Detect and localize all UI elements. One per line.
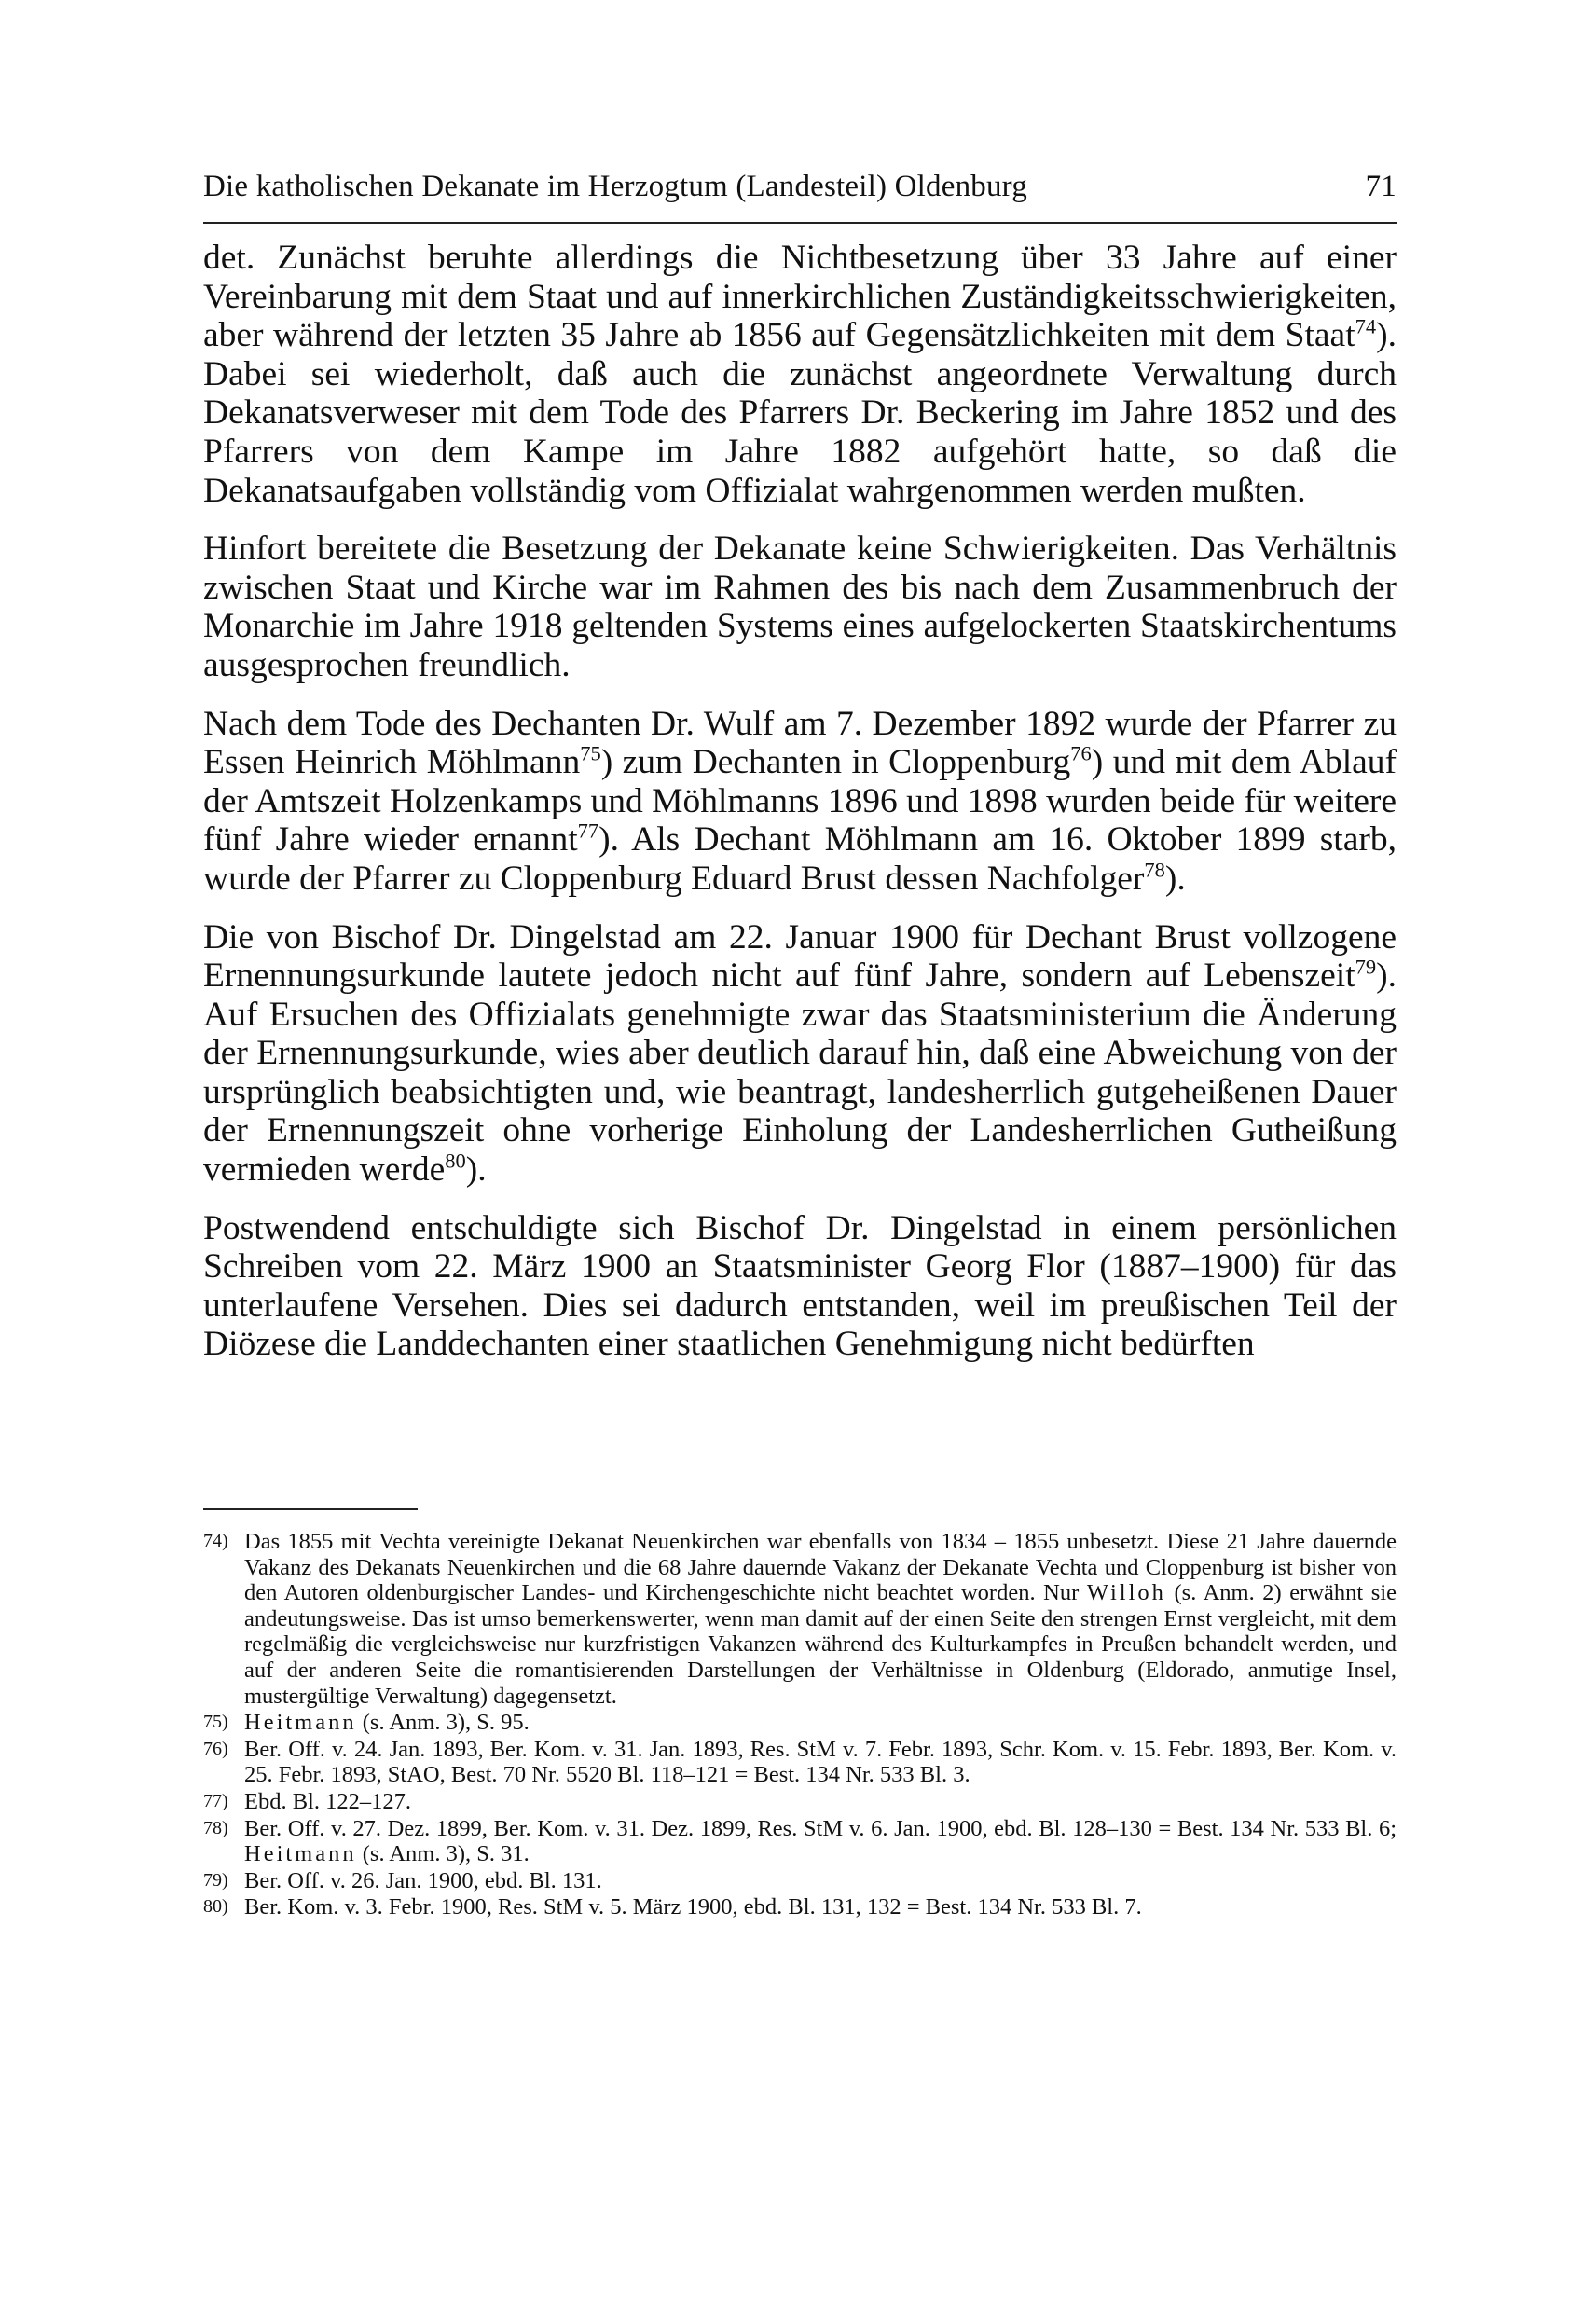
footnote-ref-75: 75 bbox=[580, 741, 601, 765]
text-run: (s. Anm. 3), S. 95. bbox=[356, 1710, 530, 1736]
footnote-number: 76) bbox=[203, 1738, 228, 1759]
text-run: det. Zunächst beruhte allerdings die Nichtbesetzung über 33 Jahre auf einer Vereinbarung mit dem Staat und auf innerkirchlichen Zuständigkeitsschwierigkeiten, aber während der letzten 35 Jahre ab 1856 auf Gegensätzlichkeiten mit dem Staat bbox=[203, 239, 1396, 355]
footnote-ref-76: 76 bbox=[1070, 741, 1092, 765]
footnote-text bbox=[244, 1710, 1396, 1736]
footnote-text: Ebd. Bl. 122–127. bbox=[244, 1788, 411, 1814]
footnote-75 bbox=[203, 1710, 1396, 1736]
body-text bbox=[203, 239, 1396, 1383]
page-number: 71 bbox=[1365, 170, 1396, 203]
footnote-number: 77) bbox=[203, 1790, 228, 1811]
footnote-ref-77: 77 bbox=[577, 819, 599, 843]
footnote-text: Ber. Off. v. 26. Jan. 1900, ebd. Bl. 131. bbox=[244, 1867, 602, 1893]
footnote-ref-80: 80 bbox=[445, 1149, 466, 1173]
author-name: Willoh bbox=[1086, 1580, 1166, 1606]
footnote-ref-74: 74 bbox=[1355, 314, 1377, 338]
header-rule bbox=[203, 222, 1396, 224]
text-run: Das 1855 mit Vechta vereinigte Dekanat Neuenkirchen war ebenfalls von 1834 – 1855 unbesetzt. Diese 21 Jahre dauernde Vakanz des Dekanats Neuenkirchen und die 68 Jahre dauernde Vakanz der Dekanate Vechta und Cloppenburg ist bisher von den Autoren oldenburgischer Landes- und Kirchengeschichte nicht beachtet worden. Nur bbox=[244, 1529, 1396, 1606]
footnote-text: Ber. Kom. v. 3. Febr. 1900, Res. StM v. 5. März 1900, ebd. Bl. 131, 132 = Best. 134 Nr. 533 Bl. 7. bbox=[244, 1894, 1142, 1920]
text-run: ). bbox=[465, 1150, 487, 1190]
footnote-text bbox=[244, 1816, 1396, 1867]
text-run: Nach dem Tode des Dechanten Dr. Wulf am 7. Dezember 1892 wurde der Pfarrer zu Essen Heinrich Möhlmann bbox=[203, 704, 1396, 782]
footnote-78 bbox=[203, 1816, 1396, 1867]
paragraph-4 bbox=[203, 918, 1396, 1190]
footnote-number: 80) bbox=[203, 1896, 228, 1918]
text-run: ). bbox=[1164, 859, 1186, 898]
footnote-79 bbox=[203, 1868, 1396, 1894]
running-head bbox=[203, 170, 1396, 204]
text-run: (s. Anm. 3), S. 31. bbox=[356, 1841, 530, 1867]
paragraph-3 bbox=[203, 705, 1396, 899]
author-name: Heitmann bbox=[244, 1710, 357, 1736]
text-run: (s. Anm. 2) erwähnt sie andeutungsweise. Das ist umso bemerkenswerter, wenn man damit auf der einen Seite den strengen Ernst vergleicht, mit dem regelmäßig die vergleichsweise nur kurzfristigen Vakanzen während des Kulturkampfes in Preußen behandelt werden, und auf der anderen Seite die romantisierenden Darstellungen der Verhältnisse in Oldenburg (Eldorado, anmutige Insel, mustergültige Verwaltung) dagegensetzt. bbox=[244, 1580, 1397, 1709]
text-run: Ber. Off. v. 27. Dez. 1899, Ber. Kom. v. 31. Dez. 1899, Res. StM v. 6. Jan. 1900, ebd. Bl. 128–130 = Best. 134 Nr. 533 Bl. 6; bbox=[244, 1815, 1396, 1841]
footnote-76 bbox=[203, 1737, 1396, 1788]
footnote-text bbox=[244, 1529, 1396, 1709]
footnote-number: 75) bbox=[203, 1712, 228, 1733]
footnote-80 bbox=[203, 1894, 1396, 1920]
text-run: ). Als Dechant Möhlmann am 16. Oktober 1899 starb, wurde der Pfarrer zu Cloppenburg Eduard Brust dessen Nachfolger bbox=[203, 820, 1396, 898]
text-run: ) zum Dechanten in Cloppenburg bbox=[600, 743, 1071, 782]
footnote-74 bbox=[203, 1529, 1396, 1709]
footnote-number: 79) bbox=[203, 1869, 228, 1891]
text-run: ) und mit dem Ablauf der Amtszeit Holzenkamps und Möhlmanns 1896 und 1898 wurden beide für weitere fünf Jahre wieder ernannt bbox=[203, 743, 1397, 860]
paragraph-5: Postwendend entschuldigte sich Bischof Dr. Dingelstad in einem persönlichen Schreiben vom 22. März 1900 an Staatsminister Georg Flor (1887–1900) für das unterlaufene Versehen. Dies sei dadurch entstanden, weil im preußischen Teil der Diözese die Landdechanten einer staatlichen Genehmigung nicht bedürften bbox=[203, 1208, 1396, 1364]
paragraph-1 bbox=[203, 239, 1396, 510]
footnotes bbox=[203, 1529, 1396, 1921]
footnote-text: Ber. Off. v. 24. Jan. 1893, Ber. Kom. v. 31. Jan. 1893, Res. StM v. 7. Febr. 1893, Schr. Kom. v. 15. Febr. 1893, Ber. Kom. v. 25. Febr. 1893, StAO, Best. 70 Nr. 5520 Bl. 118–121 = Best. 134 Nr. 533 Bl. 3. bbox=[244, 1736, 1396, 1788]
footnote-number: 74) bbox=[203, 1531, 228, 1551]
running-title: Die katholischen Dekanate im Herzogtum (Landesteil) Oldenburg bbox=[203, 170, 1027, 203]
footnote-77 bbox=[203, 1789, 1396, 1815]
text-run: ). Dabei sei wiederholt, daß auch die zunächst angeordnete Verwaltung durch Dekanatsverweser mit dem Tode des Pfarrers Dr. Beckering im Jahre 1852 und des Pfarrers von dem Kampe im Jahre 1882 aufgehört hatte, so daß die Dekanatsaufgaben vollständig vom Offizialat wahrgenommen werden mußten. bbox=[203, 316, 1396, 510]
footnote-number: 78) bbox=[203, 1817, 228, 1838]
paragraph-2: Hinfort bereitete die Besetzung der Dekanate keine Schwierigkeiten. Das Verhältnis zwischen Staat und Kirche war im Rahmen des bis nach dem Zusammenbruch der Monarchie im Jahre 1918 geltenden Systems eines aufgelockerten Staatskirchentums ausgesprochen freundlich. bbox=[203, 530, 1396, 684]
text-run: Die von Bischof Dr. Dingelstad am 22. Januar 1900 für Dechant Brust vollzogene Ernennungsurkunde lautete jedoch nicht auf fünf Jahre, sondern auf Lebenszeit bbox=[203, 917, 1396, 996]
footnote-rule bbox=[203, 1508, 418, 1510]
author-name: Heitmann bbox=[244, 1841, 357, 1867]
footnote-ref-79: 79 bbox=[1355, 955, 1377, 979]
footnote-ref-78: 78 bbox=[1144, 858, 1165, 882]
text-run: ). Auf Ersuchen des Offizialats genehmigte zwar das Staatsministerium die Änderung der Ernennungsurkunde, wies aber deutlich darauf hin, daß eine Abweichung von der ursprünglich beabsichtigten und, wie beantragt, landesherrlich gutgeheißenen Dauer der Ernennungszeit ohne vorherige Einholung der Landesherrlichen Gutheißung vermieden werde bbox=[203, 956, 1396, 1190]
